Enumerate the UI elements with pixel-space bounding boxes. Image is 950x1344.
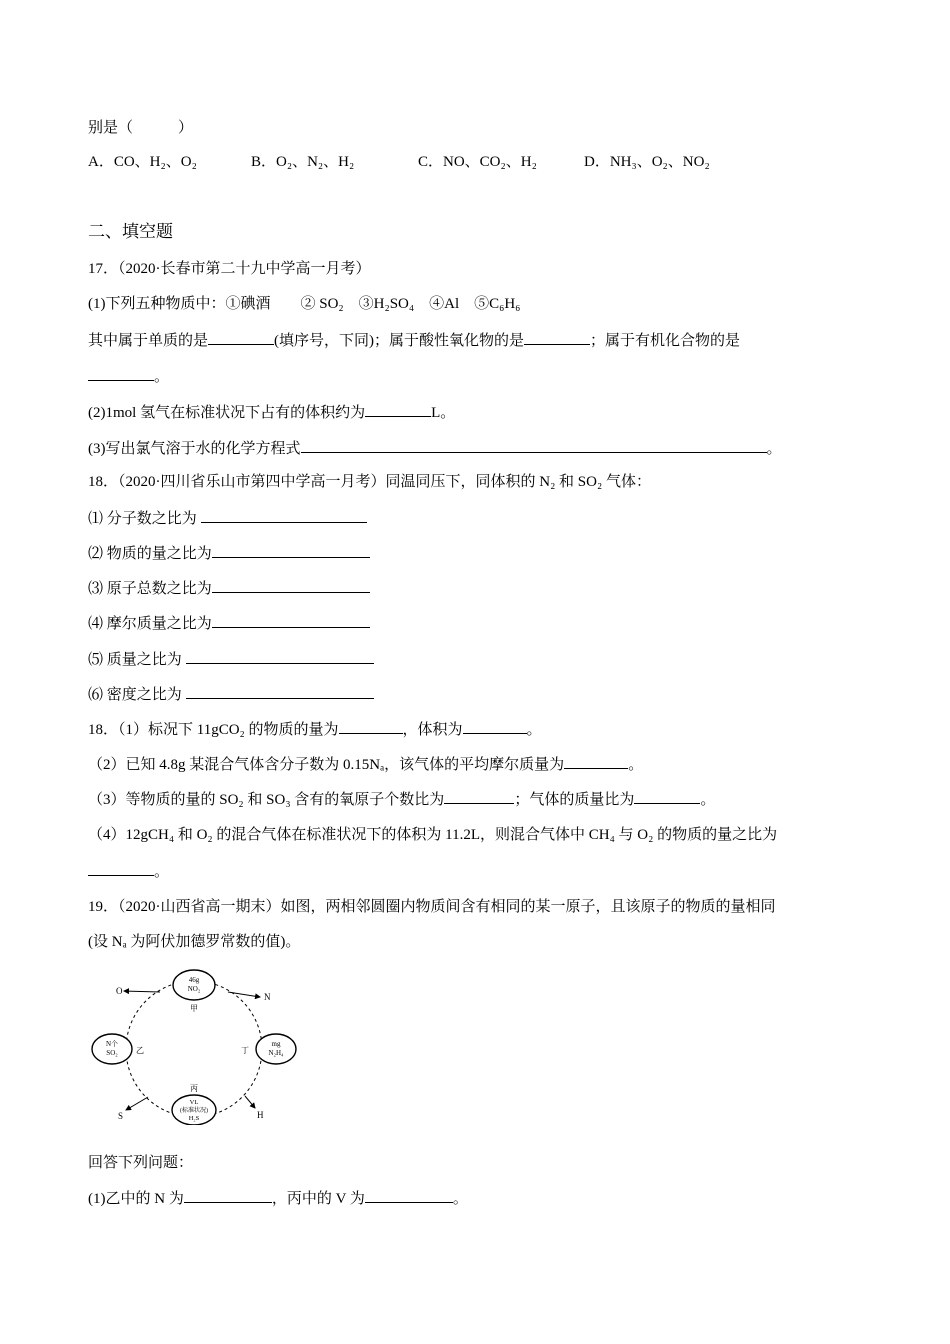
section-title: 二、填空题 <box>88 222 173 241</box>
q18a-item-2 <box>88 543 370 564</box>
jia-line2: NO₂ <box>187 985 201 993</box>
q17-line5-b: 。 <box>766 441 782 457</box>
bing-name: 丙 <box>190 1084 198 1093</box>
q18a-item-label: ⑵ 物质的量之比为 <box>88 546 212 562</box>
arrow-s <box>126 1097 148 1110</box>
q18b-line4: （4）12gCH₄ 和 O₂ 的混合气体在标准状况下的体积为 11.2L，则混合气体中 CH₄ 与 O₂ 的物质的量之比为 <box>88 827 778 843</box>
q19-q1 <box>88 1188 468 1209</box>
label-n: N <box>264 992 271 1002</box>
q18a-item-4 <box>88 613 370 634</box>
blank[interactable] <box>564 754 628 769</box>
q18a-item-label: ⑷ 摩尔质量之比为 <box>88 616 212 632</box>
q18b-line1-c: 。 <box>526 722 542 738</box>
ding-name: 丁 <box>241 1046 249 1055</box>
q16-option-b: B．O₂、N₂、H₂ <box>251 154 355 170</box>
blank[interactable] <box>365 1188 453 1203</box>
q17-line2-c: ；属于有机化合物的是 <box>590 333 741 349</box>
q18b-line5-end: 。 <box>154 864 170 880</box>
q18b-line2 <box>88 754 643 775</box>
blank[interactable] <box>212 543 370 558</box>
q19-line1: 19．（2020·山西省高一期末）如图，两相邻圆圈内物质间含有相同的某一原子，且该原子的物质的量相同 <box>88 899 776 915</box>
blank[interactable] <box>186 684 374 699</box>
q19-answer-intro: 回答下列问题： <box>88 1155 194 1171</box>
blank[interactable] <box>186 649 374 664</box>
blank[interactable] <box>301 438 767 453</box>
q18b-line3-b: ；气体的质量比为 <box>514 792 635 808</box>
label-s: S <box>118 1111 124 1121</box>
q17-line2-b: (填序号，下同)；属于酸性氧化物的是 <box>274 333 525 349</box>
q16-option-a: A．CO、H₂、O₂ <box>88 154 197 170</box>
q18a-item-6 <box>88 684 374 705</box>
arrow-h <box>245 1096 255 1108</box>
q18b-line3-a: （3）等物质的量的 SO₂ 和 SO₃ 含有的氧原子个数比为 <box>88 792 445 808</box>
q18a-item-label: ⑹ 密度之比为 <box>88 687 186 703</box>
q18a-item-label: ⑴ 分子数之比为 <box>88 511 201 527</box>
q17-header: 17．（2020·长春市第二十九中学高一月考） <box>88 261 371 277</box>
blank[interactable] <box>365 402 431 417</box>
bing-line2: (标准状况) <box>180 1108 208 1114</box>
q19-line2: (设 Nₐ 为阿伏加德罗常数的值)。 <box>88 934 301 950</box>
q17-line4 <box>88 402 455 423</box>
q18a-header: 18．（2020·四川省乐山市第四中学高一月考）同温同压下，同体积的 N₂ 和 SO₂ 气体： <box>88 474 651 490</box>
arrow-n <box>228 992 260 997</box>
q18b-line1-b: ，体积为 <box>402 722 463 738</box>
ding-line2: N₂H₄ <box>268 1049 284 1057</box>
yi-line1: N个 <box>105 1040 119 1048</box>
q18a-item-1 <box>88 508 367 529</box>
blank[interactable] <box>208 330 274 345</box>
blank[interactable] <box>212 578 370 593</box>
q18b-line2-a: （2）已知 4.8g 某混合气体含分子数为 0.15Nₐ，该气体的平均摩尔质量为 <box>88 757 565 773</box>
q19-q1-b: ，丙中的 V 为 <box>271 1191 365 1207</box>
blank[interactable] <box>339 719 403 734</box>
yi-name: 乙 <box>136 1046 144 1055</box>
q17-line3-end: 。 <box>154 369 170 385</box>
q17-line2-a: 其中属于单质的是 <box>88 333 209 349</box>
q18a-item-label: ⑶ 原子总数之比为 <box>88 581 212 597</box>
blank[interactable] <box>88 861 154 876</box>
q17-line5-a: (3)写出氯气溶于水的化学方程式 <box>88 441 301 457</box>
blank[interactable] <box>212 613 370 628</box>
q17-line5 <box>88 438 782 459</box>
q16-option-d: D．NH₃、O₂、NO₂ <box>584 154 710 170</box>
yi-line2: SO₂ <box>106 1049 118 1057</box>
arrow-o <box>124 991 160 992</box>
label-h: H <box>257 1110 264 1120</box>
q19-q1-c: 。 <box>452 1191 468 1207</box>
q16-option-c: C．NO、CO₂、H₂ <box>418 154 537 170</box>
blank[interactable] <box>184 1188 272 1203</box>
q18b-line1 <box>88 719 542 740</box>
bing-line3: H₂S <box>188 1115 200 1122</box>
q18b-line1-a: 18．（1）标况下 11gCO₂ 的物质的量为 <box>88 722 339 738</box>
label-o: O <box>116 986 123 996</box>
blank[interactable] <box>634 789 700 804</box>
q17-line1: (1)下列五种物质中：①碘酒 ② SO₂ ③H₂SO₄ ④Al ⑤C₆H₆ <box>88 296 521 312</box>
blank[interactable] <box>88 366 154 381</box>
q19-q1-a: (1)乙中的 N 为 <box>88 1191 184 1207</box>
q16-tail: 别是（ ） <box>88 120 194 136</box>
bing-line1: VL <box>189 1099 199 1106</box>
q17-line3 <box>88 366 169 387</box>
q17-line4-b: L。 <box>431 405 456 421</box>
q18b-line3 <box>88 789 715 810</box>
blank[interactable] <box>524 330 590 345</box>
jia-name: 甲 <box>190 1004 198 1013</box>
q18b-line5 <box>88 861 169 882</box>
q18a-item-5 <box>88 649 374 670</box>
blank[interactable] <box>201 508 367 523</box>
q17-line2 <box>88 330 740 351</box>
q17-line4-a: (2)1mol 氢气在标准状况下占有的体积约为 <box>88 405 366 421</box>
blank[interactable] <box>444 789 514 804</box>
jia-line1: 46g <box>188 976 200 984</box>
blank[interactable] <box>463 719 527 734</box>
q18b-line3-c: 。 <box>700 792 716 808</box>
ding-line1: mg <box>271 1040 281 1048</box>
q18b-line2-b: 。 <box>628 757 644 773</box>
molecule-cycle-diagram <box>88 965 318 1125</box>
q18a-item-label: ⑸ 质量之比为 <box>88 652 186 668</box>
q18a-item-3 <box>88 578 370 599</box>
